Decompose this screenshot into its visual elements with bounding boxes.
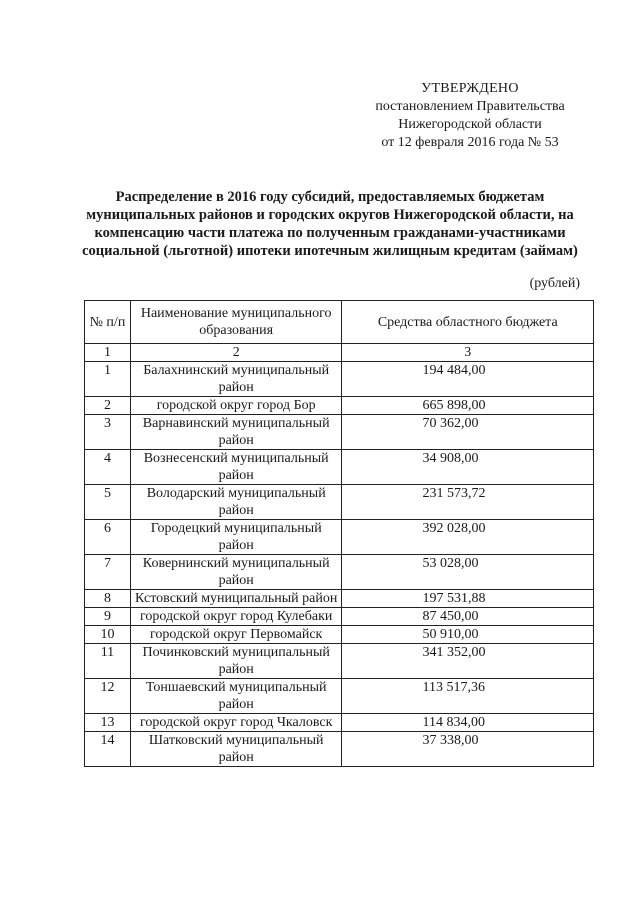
row-municipality: Ковернинский муниципальный район — [130, 555, 342, 590]
table-row — [85, 415, 594, 450]
table-row — [85, 362, 594, 397]
row-number: 7 — [85, 555, 131, 590]
row-municipality: Шатковский муниципальный район — [130, 732, 342, 767]
row-amount: 53 028,00 — [342, 555, 594, 590]
row-amount: 114 834,00 — [342, 714, 594, 732]
row-amount: 197 531,88 — [342, 590, 594, 608]
header-number: № п/п — [85, 301, 131, 344]
row-municipality: Тоншаевский муниципальный район — [130, 679, 342, 714]
table-row — [85, 485, 594, 520]
row-number: 13 — [85, 714, 131, 732]
row-municipality: Варнавинский муниципальный район — [130, 415, 342, 450]
column-index: 1 — [85, 344, 131, 362]
row-municipality: Володарский муниципальный район — [130, 485, 342, 520]
table-row — [85, 608, 594, 626]
approval-line-1: постановлением Правительства — [375, 99, 565, 114]
row-amount: 231 573,72 — [342, 485, 594, 520]
row-amount: 113 517,36 — [342, 679, 594, 714]
row-municipality: Кстовский муниципальный район — [130, 590, 342, 608]
document-title: Распределение в 2016 году субсидий, предоставляемых бюджетам муниципальных районов и городских округов Нижегородской области, на компенсацию части платежа по полученным гражданами-участниками социальной (льготной) ипотеки ипотечным жилищным кредитам (займам) — [82, 189, 578, 259]
table-row — [85, 679, 594, 714]
row-amount: 34 908,00 — [342, 450, 594, 485]
row-amount: 392 028,00 — [342, 520, 594, 555]
row-number: 9 — [85, 608, 131, 626]
table-row — [85, 397, 594, 415]
row-number: 11 — [85, 644, 131, 679]
approval-line-3: от 12 февраля 2016 года № 53 — [381, 135, 559, 150]
column-index: 3 — [342, 344, 594, 362]
table-row — [85, 626, 594, 644]
row-municipality: Балахнинский муниципальный район — [130, 362, 342, 397]
table-row — [85, 714, 594, 732]
row-amount: 50 910,00 — [342, 626, 594, 644]
row-number: 8 — [85, 590, 131, 608]
column-index: 2 — [130, 344, 342, 362]
row-number: 14 — [85, 732, 131, 767]
table-row — [85, 590, 594, 608]
row-number: 6 — [85, 520, 131, 555]
row-number: 12 — [85, 679, 131, 714]
approval-block — [355, 80, 585, 152]
row-municipality: Вознесенский муниципальный район — [130, 450, 342, 485]
header-amount: Средства областного бюджета — [342, 301, 594, 344]
row-municipality: городской округ город Чкаловск — [130, 714, 342, 732]
row-number: 5 — [85, 485, 131, 520]
row-amount: 87 450,00 — [342, 608, 594, 626]
table-row — [85, 555, 594, 590]
table-header-row — [85, 301, 594, 344]
approval-heading: УТВЕРЖДЕНО — [421, 81, 519, 96]
subsidy-table — [84, 300, 594, 767]
table-row — [85, 732, 594, 767]
table-row — [85, 644, 594, 679]
row-number: 3 — [85, 415, 131, 450]
header-municipality: Наименование муниципального образования — [130, 301, 342, 344]
row-number: 1 — [85, 362, 131, 397]
row-number: 2 — [85, 397, 131, 415]
row-municipality: городской округ город Кулебаки — [130, 608, 342, 626]
row-municipality: Починковский муниципальный район — [130, 644, 342, 679]
units-label: (рублей) — [529, 276, 580, 291]
row-amount: 665 898,00 — [342, 397, 594, 415]
approval-line-2: Нижегородской области — [398, 117, 542, 132]
row-municipality: городской округ город Бор — [130, 397, 342, 415]
column-index-row — [85, 344, 594, 362]
row-amount: 341 352,00 — [342, 644, 594, 679]
row-municipality: городской округ Первомайск — [130, 626, 342, 644]
row-amount: 37 338,00 — [342, 732, 594, 767]
row-amount: 70 362,00 — [342, 415, 594, 450]
table-row — [85, 450, 594, 485]
row-number: 4 — [85, 450, 131, 485]
row-number: 10 — [85, 626, 131, 644]
row-municipality: Городецкий муниципальный район — [130, 520, 342, 555]
row-amount: 194 484,00 — [342, 362, 594, 397]
table-row — [85, 520, 594, 555]
